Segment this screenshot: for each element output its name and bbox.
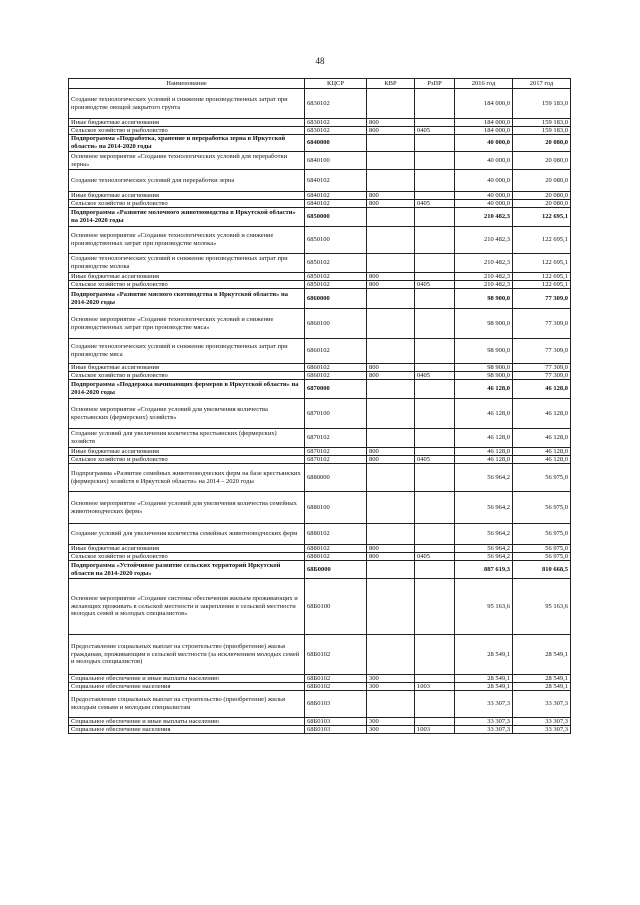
cell-rzpr — [415, 399, 455, 429]
cell-2016: 56 964,2 — [455, 524, 513, 545]
cell-2017: 77 309,0 — [513, 339, 571, 364]
cell-2017: 122 695,1 — [513, 227, 571, 254]
cell-2017: 77 309,0 — [513, 364, 571, 372]
cell-name: Сельское хозяйство и рыболовство — [69, 372, 305, 380]
cell-2017: 122 695,1 — [513, 273, 571, 281]
cell-kcsr: 6850102 — [305, 254, 367, 273]
table-row — [69, 152, 571, 170]
table-row — [69, 208, 571, 227]
cell-2016: 98 900,0 — [455, 339, 513, 364]
cell-rzpr: 0405 — [415, 372, 455, 380]
cell-2017: 122 695,1 — [513, 208, 571, 227]
cell-2017: 810 668,5 — [513, 561, 571, 579]
cell-kcsr: 68Б0102 — [305, 675, 367, 683]
cell-2017: 56 975,0 — [513, 553, 571, 561]
cell-2016: 28 549,1 — [455, 675, 513, 683]
table-row — [69, 448, 571, 456]
budget-table-body — [69, 89, 571, 734]
cell-kvr — [367, 524, 415, 545]
cell-2017: 159 183,0 — [513, 119, 571, 127]
cell-name: Создание технологических условий и снижение производственных затрат при производстве овощей закрытого грунта — [69, 89, 305, 119]
cell-2016: 210 482,3 — [455, 227, 513, 254]
cell-kcsr: 6840102 — [305, 192, 367, 200]
cell-kcsr: 6870102 — [305, 448, 367, 456]
cell-2017: 20 080,0 — [513, 170, 571, 192]
cell-rzpr: 0405 — [415, 456, 455, 464]
table-row — [69, 464, 571, 492]
cell-2017: 56 975,0 — [513, 464, 571, 492]
cell-name: Социальное обеспечение и иные выплаты населению — [69, 718, 305, 726]
table-row — [69, 200, 571, 208]
cell-name: Основное мероприятие «Создание технологических условий и снижение производственных затрат при производстве мяса» — [69, 309, 305, 339]
table-row — [69, 289, 571, 309]
cell-name: Предоставление социальных выплат на строительство (приобретение) жилья молодым семьям и молодым специалистам — [69, 691, 305, 718]
column-header-kvr: КВР — [367, 79, 415, 89]
cell-kcsr: 6860102 — [305, 364, 367, 372]
cell-name: Основное мероприятие «Создание технологических условий для переработки зерна» — [69, 152, 305, 170]
cell-kcsr: 68Б0100 — [305, 579, 367, 635]
cell-kcsr: 6860100 — [305, 309, 367, 339]
cell-rzpr — [415, 380, 455, 399]
cell-2016: 33 307,3 — [455, 691, 513, 718]
table-row — [69, 545, 571, 553]
cell-name: Подпрограмма «Поддержка начинающих фермеров в Иркутской области» на 2014-2020 годы — [69, 380, 305, 399]
cell-2017: 95 163,6 — [513, 579, 571, 635]
cell-name: Социальное обеспечение населения — [69, 683, 305, 691]
cell-kvr: 800 — [367, 545, 415, 553]
cell-kvr: 800 — [367, 273, 415, 281]
cell-rzpr — [415, 119, 455, 127]
cell-2017: 20 080,0 — [513, 152, 571, 170]
cell-name: Создание условий для увеличения количества крестьянских (фермерских) хозяйств — [69, 429, 305, 448]
cell-2016: 56 964,2 — [455, 553, 513, 561]
cell-2017: 20 080,0 — [513, 192, 571, 200]
cell-name: Основное мероприятие «Создание системы обеспечения жильем проживающих и желающих проживать в сельской местности и закрепление в сельской местности молодых семей и молодых специалистов» — [69, 579, 305, 635]
cell-2016: 46 128,0 — [455, 399, 513, 429]
cell-kvr: 300 — [367, 726, 415, 734]
table-row — [69, 254, 571, 273]
cell-rzpr — [415, 545, 455, 553]
cell-name: Предоставление социальных выплат на строительство (приобретение) жилья гражданам, проживающим в сельской местности (за исключением молодых семей и молодых специалистов) — [69, 635, 305, 675]
cell-kvr: 800 — [367, 364, 415, 372]
cell-2016: 28 549,1 — [455, 635, 513, 675]
cell-2017: 33 307,3 — [513, 718, 571, 726]
cell-name: Создание технологических условий для переработки зерна — [69, 170, 305, 192]
cell-kcsr: 6830102 — [305, 127, 367, 135]
cell-kvr: 800 — [367, 372, 415, 380]
table-row — [69, 683, 571, 691]
cell-2016: 46 128,0 — [455, 448, 513, 456]
cell-kvr — [367, 635, 415, 675]
cell-kvr: 300 — [367, 683, 415, 691]
cell-kvr — [367, 380, 415, 399]
cell-kcsr: 6860102 — [305, 372, 367, 380]
cell-rzpr — [415, 429, 455, 448]
table-row — [69, 399, 571, 429]
cell-kcsr: 6870100 — [305, 399, 367, 429]
cell-kcsr: 6880000 — [305, 464, 367, 492]
cell-2017: 46 128,0 — [513, 380, 571, 399]
cell-kcsr: 6860000 — [305, 289, 367, 309]
cell-2017: 56 975,0 — [513, 492, 571, 524]
cell-name: Иные бюджетные ассигнования — [69, 448, 305, 456]
cell-rzpr — [415, 254, 455, 273]
cell-rzpr — [415, 339, 455, 364]
cell-name: Социальное обеспечение и иные выплаты населению — [69, 675, 305, 683]
table-row — [69, 429, 571, 448]
cell-2016: 98 900,0 — [455, 309, 513, 339]
table-row — [69, 127, 571, 135]
table-row — [69, 492, 571, 524]
table-row — [69, 579, 571, 635]
cell-kcsr: 6860102 — [305, 339, 367, 364]
cell-rzpr — [415, 273, 455, 281]
cell-kcsr: 6850100 — [305, 227, 367, 254]
cell-2016: 33 307,3 — [455, 718, 513, 726]
cell-kcsr: 6870000 — [305, 380, 367, 399]
cell-2017: 77 309,0 — [513, 309, 571, 339]
cell-2016: 46 128,0 — [455, 429, 513, 448]
cell-rzpr: 0405 — [415, 127, 455, 135]
cell-2016: 46 128,0 — [455, 380, 513, 399]
table-header-row — [69, 79, 571, 89]
cell-2016: 56 964,2 — [455, 464, 513, 492]
cell-kvr — [367, 289, 415, 309]
table-row — [69, 372, 571, 380]
cell-rzpr — [415, 364, 455, 372]
cell-2016: 28 549,1 — [455, 683, 513, 691]
cell-kvr — [367, 399, 415, 429]
cell-rzpr — [415, 464, 455, 492]
cell-name: Иные бюджетные ассигнования — [69, 545, 305, 553]
cell-name: Основное мероприятие «Создание условий для увеличения количества крестьянских (фермерских) хозяйств» — [69, 399, 305, 429]
cell-rzpr — [415, 309, 455, 339]
cell-kvr — [367, 89, 415, 119]
table-row — [69, 635, 571, 675]
cell-kcsr: 6880102 — [305, 524, 367, 545]
cell-kcsr: 6830102 — [305, 89, 367, 119]
cell-rzpr — [415, 492, 455, 524]
cell-rzpr — [415, 579, 455, 635]
cell-2016: 40 000,0 — [455, 152, 513, 170]
cell-2016: 40 000,0 — [455, 192, 513, 200]
table-row — [69, 89, 571, 119]
cell-name: Подпрограмма «Развитие мясного скотоводства в Иркутской области» на 2014-2020 годы — [69, 289, 305, 309]
table-row — [69, 553, 571, 561]
cell-kvr: 300 — [367, 718, 415, 726]
page-number: 48 — [315, 56, 325, 66]
cell-2017: 46 128,0 — [513, 448, 571, 456]
cell-2017: 28 549,1 — [513, 683, 571, 691]
cell-2016: 56 964,2 — [455, 545, 513, 553]
cell-2016: 210 482,3 — [455, 208, 513, 227]
table-row — [69, 524, 571, 545]
cell-kcsr: 6880102 — [305, 545, 367, 553]
column-header-2016: 2016 год — [455, 79, 513, 89]
cell-2017: 159 183,0 — [513, 89, 571, 119]
cell-2016: 184 000,0 — [455, 119, 513, 127]
cell-kcsr: 6880100 — [305, 492, 367, 524]
cell-2017: 77 309,0 — [513, 372, 571, 380]
cell-kcsr: 6870102 — [305, 456, 367, 464]
cell-2016: 184 000,0 — [455, 127, 513, 135]
table-row — [69, 718, 571, 726]
cell-rzpr: 1003 — [415, 726, 455, 734]
cell-kcsr: 68Б0103 — [305, 718, 367, 726]
cell-rzpr — [415, 691, 455, 718]
cell-kcsr: 6840102 — [305, 200, 367, 208]
cell-2017: 122 695,1 — [513, 281, 571, 289]
table-row — [69, 273, 571, 281]
cell-kvr: 800 — [367, 553, 415, 561]
cell-name: Подпрограмма «Развитие семейных животноводческих ферм на базе крестьянских (фермерских) хозяйств в Иркутской области» на 2014 – 2020 годы — [69, 464, 305, 492]
table-row — [69, 309, 571, 339]
cell-kvr — [367, 691, 415, 718]
table-row — [69, 364, 571, 372]
cell-rzpr — [415, 135, 455, 152]
cell-kcsr: 6830102 — [305, 119, 367, 127]
cell-name: Иные бюджетные ассигнования — [69, 119, 305, 127]
cell-2017: 46 128,0 — [513, 399, 571, 429]
cell-2017: 28 549,1 — [513, 675, 571, 683]
cell-kcsr: 68Б0102 — [305, 683, 367, 691]
cell-name: Подпрограмма «Устойчивое развитие сельских территорий Иркутской области на 2014-2020 годы» — [69, 561, 305, 579]
cell-2017: 20 080,0 — [513, 200, 571, 208]
cell-rzpr — [415, 227, 455, 254]
table-row — [69, 339, 571, 364]
cell-name: Сельское хозяйство и рыболовство — [69, 127, 305, 135]
cell-name: Иные бюджетные ассигнования — [69, 192, 305, 200]
cell-2017: 46 128,0 — [513, 429, 571, 448]
cell-rzpr — [415, 675, 455, 683]
cell-2017: 122 695,1 — [513, 254, 571, 273]
table-row — [69, 227, 571, 254]
cell-rzpr — [415, 718, 455, 726]
cell-rzpr — [415, 448, 455, 456]
table-row — [69, 456, 571, 464]
cell-kvr: 800 — [367, 281, 415, 289]
cell-name: Подпрограмма «Подработка, хранение и переработка зерна в Иркутской области» на 2014-2020 годы — [69, 135, 305, 152]
cell-kvr — [367, 561, 415, 579]
cell-2016: 210 482,3 — [455, 254, 513, 273]
cell-kvr — [367, 152, 415, 170]
cell-2016: 98 900,0 — [455, 372, 513, 380]
cell-2017: 56 975,0 — [513, 524, 571, 545]
cell-rzpr: 1003 — [415, 683, 455, 691]
cell-2017: 56 975,0 — [513, 545, 571, 553]
cell-rzpr — [415, 289, 455, 309]
cell-2016: 40 000,0 — [455, 200, 513, 208]
cell-name: Создание технологических условий и снижение производственных затрат при производстве молока — [69, 254, 305, 273]
cell-kcsr: 6840000 — [305, 135, 367, 152]
cell-rzpr: 0405 — [415, 200, 455, 208]
cell-name: Создание технологических условий и снижение производственных затрат при производстве мяса — [69, 339, 305, 364]
cell-name: Основное мероприятие «Создание условий для увеличения количества семейных животноводческих ферм» — [69, 492, 305, 524]
cell-kvr: 300 — [367, 675, 415, 683]
cell-2016: 46 128,0 — [455, 456, 513, 464]
cell-rzpr — [415, 635, 455, 675]
cell-2017: 159 183,0 — [513, 127, 571, 135]
cell-name: Сельское хозяйство и рыболовство — [69, 456, 305, 464]
cell-2017: 77 309,0 — [513, 289, 571, 309]
cell-kvr — [367, 170, 415, 192]
cell-kcsr: 6840102 — [305, 170, 367, 192]
cell-kcsr: 6850000 — [305, 208, 367, 227]
cell-kvr: 800 — [367, 119, 415, 127]
cell-kvr — [367, 227, 415, 254]
cell-2016: 184 000,0 — [455, 89, 513, 119]
cell-kcsr: 6870102 — [305, 429, 367, 448]
cell-name: Основное мероприятие «Создание технологических условий и снижение производственных затрат при производстве молока» — [69, 227, 305, 254]
table-row — [69, 281, 571, 289]
cell-kcsr: 6850102 — [305, 281, 367, 289]
cell-kvr — [367, 309, 415, 339]
column-header-rzpr: РзПР — [415, 79, 455, 89]
cell-name: Социальное обеспечение населения — [69, 726, 305, 734]
cell-2016: 887 619,3 — [455, 561, 513, 579]
cell-rzpr — [415, 152, 455, 170]
budget-table — [68, 78, 571, 734]
column-header-kcsr: КЦСР — [305, 79, 367, 89]
cell-rzpr — [415, 561, 455, 579]
table-row — [69, 726, 571, 734]
cell-2016: 40 000,0 — [455, 135, 513, 152]
cell-name: Иные бюджетные ассигнования — [69, 273, 305, 281]
table-row — [69, 380, 571, 399]
cell-rzpr — [415, 89, 455, 119]
cell-kcsr: 68Б0102 — [305, 635, 367, 675]
cell-kvr: 800 — [367, 456, 415, 464]
table-row — [69, 192, 571, 200]
cell-name: Иные бюджетные ассигнования — [69, 364, 305, 372]
table-row — [69, 675, 571, 683]
cell-kvr — [367, 135, 415, 152]
cell-kvr — [367, 208, 415, 227]
cell-rzpr — [415, 524, 455, 545]
cell-kvr — [367, 579, 415, 635]
cell-kcsr: 6850102 — [305, 273, 367, 281]
cell-kvr: 800 — [367, 200, 415, 208]
cell-name: Подпрограмма «Развитие молочного животноводства в Иркутской области» на 2014-2020 годы — [69, 208, 305, 227]
cell-rzpr — [415, 208, 455, 227]
cell-2016: 210 482,3 — [455, 273, 513, 281]
cell-kvr — [367, 339, 415, 364]
cell-rzpr: 0405 — [415, 281, 455, 289]
cell-name: Сельское хозяйство и рыболовство — [69, 553, 305, 561]
table-row — [69, 135, 571, 152]
column-header-2017: 2017 год — [513, 79, 571, 89]
table-row — [69, 119, 571, 127]
table-row — [69, 170, 571, 192]
cell-2017: 33 307,3 — [513, 726, 571, 734]
cell-2016: 40 000,0 — [455, 170, 513, 192]
cell-2017: 46 128,0 — [513, 456, 571, 464]
cell-rzpr — [415, 170, 455, 192]
cell-kcsr: 68Б0000 — [305, 561, 367, 579]
column-header-name: Наименование — [69, 79, 305, 89]
cell-kvr — [367, 464, 415, 492]
cell-name: Создание условий для увеличения количества семейных животноводческих ферм — [69, 524, 305, 545]
cell-kcsr: 68Б0103 — [305, 726, 367, 734]
cell-2016: 56 964,2 — [455, 492, 513, 524]
cell-2016: 33 307,3 — [455, 726, 513, 734]
table-row — [69, 561, 571, 579]
cell-2016: 95 163,6 — [455, 579, 513, 635]
cell-kvr — [367, 492, 415, 524]
cell-2017: 20 080,0 — [513, 135, 571, 152]
cell-kcsr: 6880102 — [305, 553, 367, 561]
cell-rzpr — [415, 192, 455, 200]
cell-name: Сельское хозяйство и рыболовство — [69, 281, 305, 289]
cell-kvr: 800 — [367, 192, 415, 200]
cell-2016: 210 482,3 — [455, 281, 513, 289]
cell-name: Сельское хозяйство и рыболовство — [69, 200, 305, 208]
cell-kvr — [367, 429, 415, 448]
cell-2016: 98 900,0 — [455, 364, 513, 372]
cell-kvr: 800 — [367, 448, 415, 456]
cell-2016: 98 900,0 — [455, 289, 513, 309]
cell-kcsr: 6840100 — [305, 152, 367, 170]
table-row — [69, 691, 571, 718]
cell-kvr — [367, 254, 415, 273]
cell-rzpr: 0405 — [415, 553, 455, 561]
cell-kcsr: 68Б0103 — [305, 691, 367, 718]
cell-2017: 28 549,1 — [513, 635, 571, 675]
cell-2017: 33 307,3 — [513, 691, 571, 718]
cell-kvr: 800 — [367, 127, 415, 135]
